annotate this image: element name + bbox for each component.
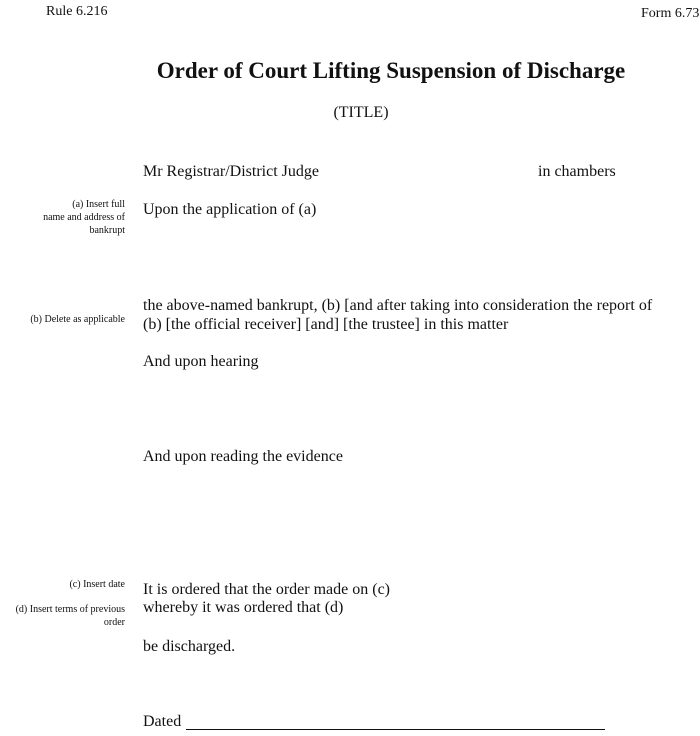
date-signature-line[interactable] [186,729,605,730]
case-title-placeholder: (TITLE) [333,104,389,121]
page-title: Order of Court Lifting Suspension of Discharge [156,58,626,83]
margin-note-d [16,603,125,629]
margin-note-a-text: (a) Insert full name and address of bankrupt [43,199,125,236]
discharged-paragraph: be discharged. [143,638,236,655]
application-paragraph: Upon the application of (a) [143,201,317,218]
hearing-paragraph: And upon hearing [143,353,259,370]
margin-note-d-text: (d) Insert terms of previous order [15,604,125,628]
reading-paragraph: And upon reading the evidence [143,448,343,465]
dated-label: Dated [143,713,182,730]
order-paragraph-line-1: It is ordered that the order made on (c) [143,581,391,598]
order-paragraph-line-2: whereby it was ordered that (d) [143,599,344,616]
margin-note-c: (c) Insert date [69,579,125,590]
margin-note-a [43,198,125,237]
rule-reference: Rule 6.216 [46,4,108,19]
bankrupt-paragraph-line-1: the above-named bankrupt, (b) [and after taking into consideration the report of [143,297,653,314]
judge-line: Mr Registrar/District Judge [143,163,319,180]
bankrupt-paragraph-line-2: (b) [the official receiver] [and] [the trustee] in this matter [143,316,509,333]
margin-note-b: (b) Delete as applicable [30,314,125,325]
form-reference: Form 6.73 [641,6,700,21]
chambers-label: in chambers [538,163,616,180]
